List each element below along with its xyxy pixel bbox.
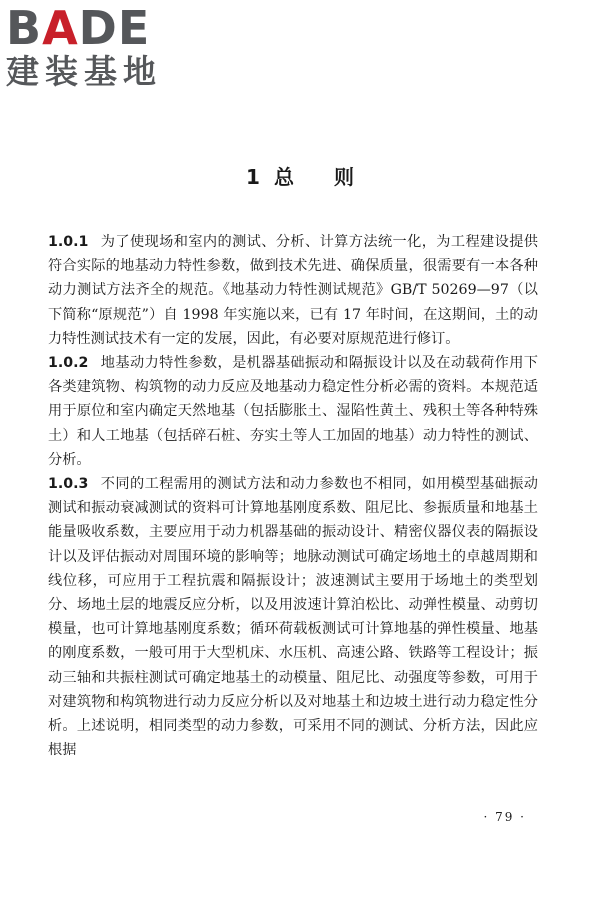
clause-number: 1.0.3	[48, 476, 89, 493]
logo-letters-de: DE	[78, 1, 151, 55]
page-number: · 79 ·	[483, 810, 526, 824]
chapter-number: 1	[246, 165, 260, 189]
chapter-title	[0, 163, 600, 191]
clause-number: 1.0.1	[48, 234, 89, 250]
clause-text: 不同的工程需用的测试方法和动力参数也不相同，如用模型基础振动测试和振动衰减测试的资料可计算地基刚度系数、阻尼比、参振质量和地基土能量吸收系数，主要应用于动力机器基础的振动设计、精密仪器仪表的隔振设计以及评估振动对周围环境的影响等；地脉动测试可确定场地土的卓越周期和线位移，可应用于工程抗震和隔振设计；波速测试主要用于场地土的类型划分、场地土层的地震反应分析，以及用波速计算泊松比、动弹性模量、动剪切模量，也可计算地基刚度系数；循环荷载板测试可计算地基的弹性模量、地基的刚度系数，一般可用于大型机床、水压机、高速公路、铁路等工程设计；振动三轴和共振柱测试可确定地基土的动模量、阻尼比、动强度等参数，可用于对建筑物和构筑物进行动力反应分析以及对地基土和边坡土进行动力稳定性分析。上述说明，相同类型的动力参数，可采用不同的测试、分析方法，因此应根据	[48, 476, 538, 759]
clause-1-0-1	[48, 230, 538, 351]
chapter-title-char-2: 则	[333, 165, 354, 189]
clause-text: 地基动力特性参数，是机器基础振动和隔振设计以及在动载荷作用下各类建筑物、构筑物的动力反应及地基动力稳定性分析必需的资料。本规范适用于原位和室内确定天然地基（包括膨胀土、湿陷性黄土、残积土等各种特殊土）和人工地基（包括碎石桩、夯实土等人工加固的地基）动力特性的测试、分析。	[48, 355, 538, 468]
logo-letter-b: B	[6, 1, 43, 55]
logo-wordmark	[6, 1, 181, 55]
clause-number: 1.0.2	[48, 355, 89, 372]
logo-letter-a-accent: A	[42, 1, 79, 55]
logo-chinese-text: 建装基地	[6, 52, 162, 91]
body-text	[48, 230, 538, 762]
clause-1-0-2	[48, 351, 538, 472]
clause-1-0-3	[48, 472, 538, 762]
chapter-title-char-1: 总	[273, 165, 294, 189]
clause-text: 为了使现场和室内的测试、分析、计算方法统一化，为工程建设提供符合实际的地基动力特性参数，做到技术先进、确保质量，很需要有一本各种动力测试方法齐全的规范。《地基动力特性测试规范》GB/T 50269—97（以下简称“原规范”）自 1998 年实施以来，已有 17 年时间，在这期间，土的动力特性测试技术有一定的发展，因此，有必要对原规范进行修订。	[48, 234, 538, 347]
bade-logo	[6, 1, 181, 91]
